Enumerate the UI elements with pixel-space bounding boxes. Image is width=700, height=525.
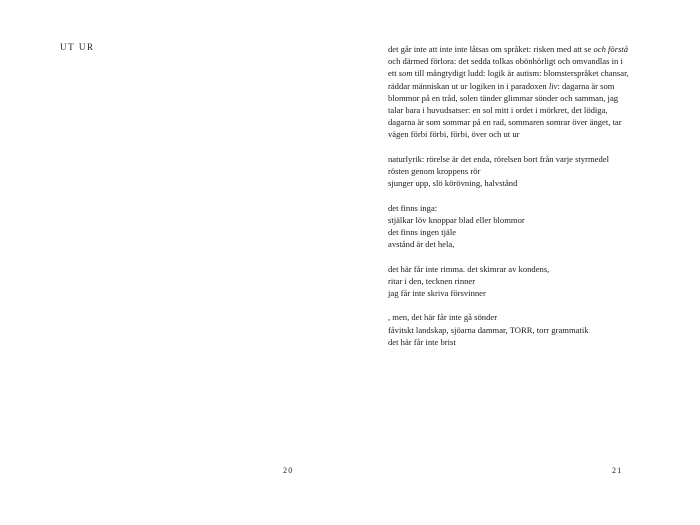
- italic-word: och förstå: [593, 44, 629, 54]
- text-line: [388, 214, 668, 226]
- text-line: [388, 55, 668, 67]
- text-line: [388, 311, 668, 323]
- text-line: [388, 202, 668, 214]
- text-line: [388, 43, 668, 55]
- line-text: avstånd är det hela,: [388, 239, 455, 250]
- stanza: [388, 202, 668, 251]
- text-line: [388, 104, 668, 116]
- line-text: stjälkar löv knoppar blad eller blommor: [388, 214, 525, 225]
- text-line: [388, 336, 668, 348]
- line-text: till mångtydigt ludd: logik är autism: blomsterspråket chansar,: [412, 68, 629, 79]
- line-text: ett: [388, 68, 399, 79]
- text-line: [388, 177, 668, 189]
- page-number-left: 20: [283, 466, 294, 475]
- text-line: [388, 263, 668, 275]
- text-line: [388, 80, 668, 92]
- poem-text: [388, 43, 668, 360]
- stanza: [388, 43, 668, 141]
- text-line: [388, 165, 668, 177]
- text-line: [388, 67, 668, 79]
- line-text: ritar i den, tecknen rinner: [388, 275, 476, 286]
- stanza: [388, 311, 668, 348]
- line-text: det finns ingen tjäle: [388, 227, 457, 238]
- text-line: [388, 128, 668, 140]
- line-text: räddar människan ut ur logiken in i paradoxen: [388, 80, 549, 91]
- line-text: och därmed förlora: det sedda tolkas obönhörligt och omvandlas in i: [388, 56, 623, 67]
- line-text: : dagarna är som: [557, 80, 615, 91]
- line-text: jag får inte skriva försvinner: [388, 288, 486, 299]
- line-text: rösten genom kroppens rör: [388, 166, 481, 177]
- line-text: sjunger upp, slö körövning, halvstånd: [388, 178, 518, 189]
- right-page: [350, 0, 700, 525]
- text-line: [388, 324, 668, 336]
- line-text: talar bara i huvudsatser: en sol mitt i ordet i mörkret, det lödiga,: [388, 105, 608, 116]
- line-text: vägen förbi förbi, förbi, över och ut ur: [388, 129, 520, 140]
- stanza: [388, 153, 668, 190]
- line-text: det här får inte rimma. det skimrar av kondens,: [388, 263, 550, 274]
- text-line: [388, 116, 668, 128]
- text-line: [388, 153, 668, 165]
- italic-word: som: [398, 68, 413, 79]
- line-text: blommor på en tråd, solen tänder glimmar sönder och samman, jag: [388, 92, 619, 103]
- text-line: [388, 287, 668, 299]
- stanza: [388, 263, 668, 300]
- section-title: UT UR: [60, 42, 95, 52]
- text-line: [388, 275, 668, 287]
- page-number-right: 21: [612, 466, 623, 475]
- italic-word: liv: [548, 80, 558, 91]
- text-line: [388, 226, 668, 238]
- line-text: det finns inga:: [388, 202, 438, 213]
- line-text: dagarna är som sommar på en rad, sommaren somrar över änget, tar: [388, 117, 622, 128]
- text-line: [388, 92, 668, 104]
- line-text: , men, det här får inte gå sönder: [388, 312, 498, 323]
- text-line: [388, 238, 668, 250]
- line-text: det går inte att inte inte låtsas om språket: risken med att se: [388, 44, 594, 54]
- line-text: det här får inte brist: [388, 336, 456, 347]
- line-text: fåvitskt landskap, sjöarna dammar, TORR, torr grammatik: [388, 324, 589, 335]
- line-text: naturlyrik: rörelse är det enda, rörelsen bort från varje styrmedel: [388, 153, 609, 164]
